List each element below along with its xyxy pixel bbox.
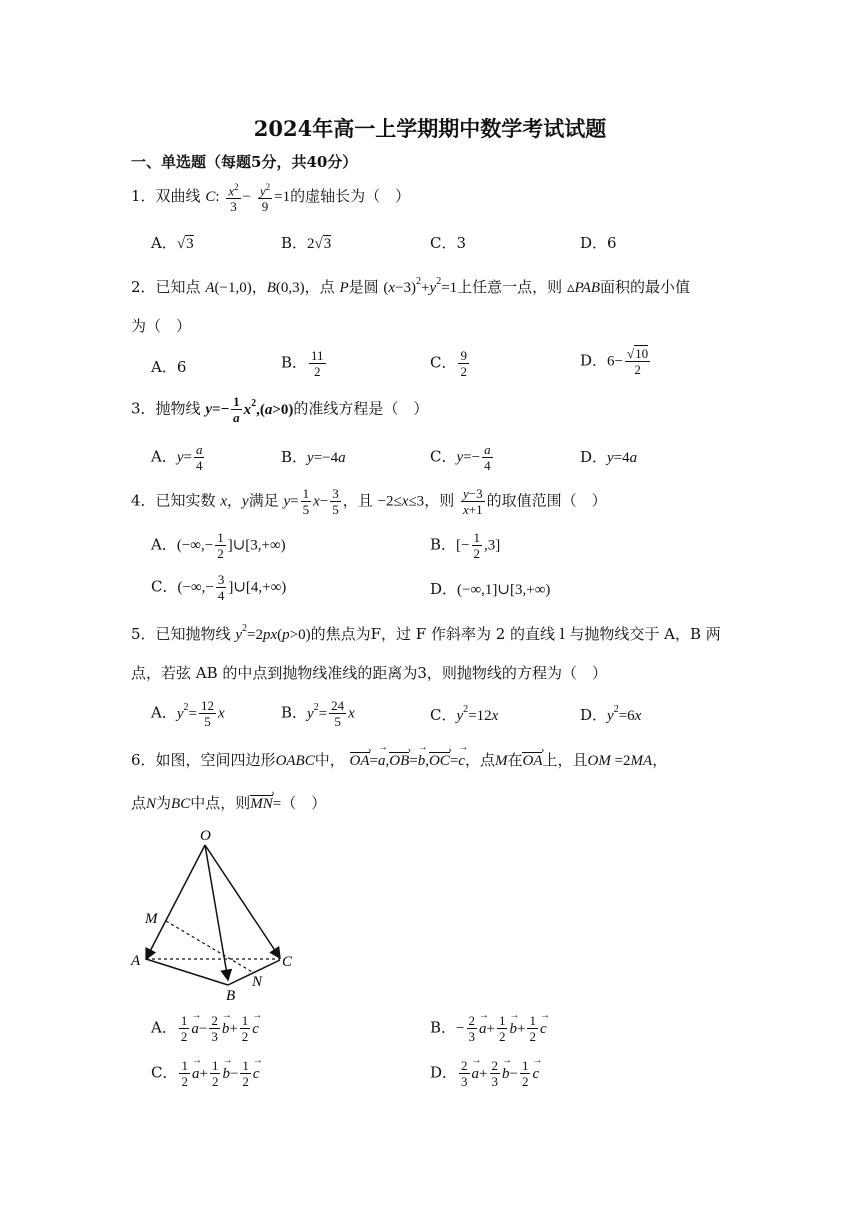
question-2-line2: 为（ ） (131, 317, 192, 335)
label-n: N (252, 974, 263, 990)
tetrahedron-figure (128, 825, 308, 1005)
label-o: O (200, 828, 211, 844)
q5-option-c[interactable]: C．$y^2=12x$ (430, 704, 499, 724)
section-heading: 一、单选题（每题5分，共40分） (131, 153, 358, 171)
q3-option-a[interactable]: A．y= $\frac{a}{4}$ (151, 442, 203, 473)
q1-option-a[interactable]: A．√3 (151, 234, 194, 252)
question-4: 4．已知实数 x，y满足 y= $\frac{1}{5}$ x− $\frac{3}{5}$ ，且 −2≤x≤3，则 $\frac{y-3}{x+1}$ 的取值范围（ ） (131, 486, 607, 517)
question-5: 5．已知抛物线 $y^2=2px(p>0)$的焦点为F，过 F 作斜率为 2 的直线 l 与抛物线交于 A，B 两 (131, 623, 721, 643)
q5-option-a[interactable]: A．$y^2=$ $\frac{12}{5}$ x (151, 698, 225, 729)
q2-option-c[interactable]: C． $\frac{9}{2}$ (430, 348, 467, 379)
q6-option-c[interactable]: C． $\frac{1}{2}$ → a+ $\frac{1}{2}$ → b− $\frac{1}{2}$ → c (151, 1058, 260, 1089)
question-5-line2: 点，若弦 AB 的中点到抛物线准线的距离为3，则抛物线的方程为（ ） (131, 664, 607, 682)
question-2: 2．已知点 A(−1,0)，B(0,3)，点 P是圆 $(x-3)^2+y^2=1$上任意一点，则 ▵PAB面积的最小值 (131, 276, 691, 296)
label-c: C (282, 954, 293, 970)
edge-ob (205, 845, 228, 980)
q1-option-c[interactable]: C．3 (430, 234, 467, 252)
question-1: 1．双曲线 C: $\frac{x^2}{3}$ − $\frac{y^2}{9}$ =1的虚轴长为（ ） (131, 182, 411, 215)
q6-option-b[interactable]: B．− $\frac{2}{3}$ → a+ $\frac{1}{2}$ → b+ $\frac{1}{2}$ → c (430, 1013, 547, 1044)
q4-option-c[interactable]: C．(−∞,− $\frac{3}{4}$ ]∪[4,+∞) (151, 572, 287, 603)
label-b: B (226, 988, 236, 1004)
question-3: 3．抛物线 y=− $\frac{1}{a}$ $x^2,(a>0)$的准线方程是（ ） (131, 394, 429, 425)
q1-option-b[interactable]: B．2√3 (281, 234, 332, 252)
question-6-line2: 点N为BC中点，则MN ›=（ ） (131, 792, 326, 813)
edge-oc (205, 845, 280, 958)
q5-option-d[interactable]: D．$y^2=6x$ (580, 704, 642, 724)
q2-option-b[interactable]: B． $\frac{11}{2}$ (281, 348, 324, 379)
q3-option-b[interactable]: B．y=−4a (281, 448, 346, 466)
q4-option-a[interactable]: A．(−∞,− $\frac{1}{2}$ ]∪[3,+∞) (151, 530, 286, 561)
q6-option-d[interactable]: D． $\frac{2}{3}$ → a+ $\frac{2}{3}$ → b− $\frac{1}{2}$ → c (430, 1058, 539, 1089)
edge-ab (146, 959, 228, 985)
page-title: 2024年高一上学期期中数学考试试题 (253, 116, 607, 141)
q2-option-d[interactable]: D．6− $\frac{√10}{2}$ (580, 346, 649, 377)
q1-option-d[interactable]: D．6 (580, 234, 617, 252)
question-6: 6．如图，空间四边形OABC中， OA ›=→ a,OB ›=→ b,OC ›=→ c，点M在OA ›上，且OM =2MA， (131, 749, 667, 770)
q3-option-c[interactable]: C．y=− $\frac{a}{4}$ (430, 442, 491, 473)
q2-option-a[interactable]: A．6 (151, 358, 187, 376)
q4-option-d[interactable]: D．(−∞,1]∪[3,+∞) (430, 580, 551, 598)
label-m: M (145, 911, 158, 927)
segment-mn (166, 921, 254, 973)
q5-option-b[interactable]: B．$y^2=$ $\frac{24}{5}$ x (281, 698, 355, 729)
q4-option-b[interactable]: B．[− $\frac{1}{2}$ ,3] (430, 530, 501, 561)
q6-option-a[interactable]: A． $\frac{1}{2}$ → a− $\frac{2}{3}$ → b+ $\frac{1}{2}$ → c (151, 1013, 259, 1044)
label-a: A (131, 953, 141, 969)
edge-oa (146, 845, 205, 959)
q3-option-d[interactable]: D．y=4a (580, 448, 638, 466)
